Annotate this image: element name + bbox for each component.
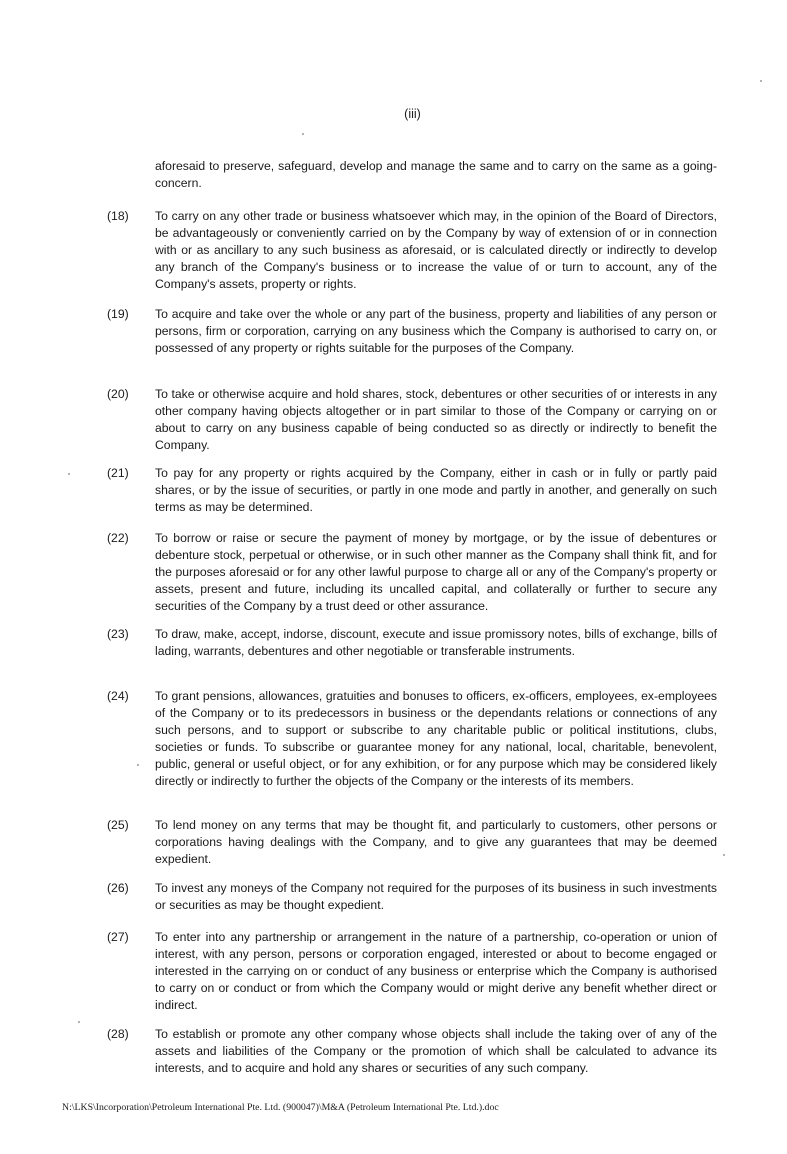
- clause-number: (18): [107, 209, 129, 223]
- clause-text: To take or otherwise acquire and hold shares, stock, debentures or other securities of or interests in any other company having objects altogether or in part similar to those of the Company or carrying on or about to carry on any business capable of being conducted so as directly or indirectly to benefit the Company.: [155, 387, 717, 452]
- clause-number: (22): [107, 531, 129, 545]
- clause-text: To establish or promote any other company whose objects shall include the taking over of any of the assets and liabilities of the Company or the promotion of which shall be calculated to advance its interests, and to acquire and hold any shares or securities of any such company.: [155, 1027, 717, 1075]
- scan-speck: [760, 80, 762, 82]
- clause-text: To carry on any other trade or business whatsoever which may, in the opinion of the Board of Directors, be advantageously or conveniently carried on by the Company by way of extension of or in connection with or as ancillary to any such business as aforesaid, or is calculated directly or indirectly to develop any branch of the Company's business or to increase the value of or turn to account, any of the Company's assets, property or rights.: [155, 209, 717, 291]
- clause-number: (28): [107, 1027, 129, 1041]
- clause-text: To invest any moneys of the Company not required for the purposes of its business in such investments or securities as may be thought expedient.: [155, 881, 717, 912]
- scan-speck: [78, 1021, 80, 1023]
- clause-text: To borrow or raise or secure the payment of money by mortgage, or by the issue of debentures or debenture stock, perpetual or otherwise, or in such other manner as the Company shall think fit, and for the purposes aforesaid or for any other lawful purpose to charge all or any of the Company's property or assets, present and future, including its uncalled capital, and collaterally or further to secure any securities of the Company by a trust deed or other assurance.: [155, 531, 717, 613]
- scan-speck: [68, 473, 70, 475]
- clause-number: (24): [107, 689, 129, 703]
- clause-text: To grant pensions, allowances, gratuities and bonuses to officers, ex-officers, employees, ex-employees of the Company or to its predecessors in business or the dependants relations or connections of any such persons, and to support or subscribe to any charitable public or political institutions, clubs, societies or funds. To subscribe or guarantee money for any national, local, charitable, benevolent, public, general or useful object, or for any exhibition, or for any purpose which may be considered likely directly or indirectly to further the objects of the Company or the interests of its members.: [155, 689, 717, 788]
- clause-number: (23): [107, 627, 129, 641]
- clause-text: To pay for any property or rights acquired by the Company, either in cash or in fully or partly paid shares, or by the issue of securities, or partly in one mode and partly in another, and generally on such terms as may be determined.: [155, 466, 717, 514]
- clause-number: (25): [107, 818, 129, 832]
- footer-file-path: N:\LKS\Incorporation\Petroleum International Pte. Ltd. (900047)\M&A (Petroleum International Pte. Ltd.).doc: [62, 1102, 499, 1113]
- clause-text: To draw, make, accept, indorse, discount, execute and issue promissory notes, bills of exchange, bills of lading, warrants, debentures and other negotiable or transferable instruments.: [155, 627, 717, 658]
- clause-number: (19): [107, 307, 129, 321]
- scan-speck: [723, 854, 725, 856]
- clause-number: (27): [107, 930, 129, 944]
- clause-number: (26): [107, 881, 129, 895]
- clause-text: To acquire and take over the whole or any part of the business, property and liabilities of any person or persons, firm or corporation, carrying on any business which the Company is authorised to carry on, or possessed of any property or rights suitable for the purposes of the Company.: [155, 307, 717, 355]
- clause-text: To enter into any partnership or arrangement in the nature of a partnership, co-operation or union of interest, with any person, persons or corporation engaged, interested or about to become engaged or interested in the carrying on or conduct of any business or enterprise which the Company is authorised to carry on or conduct or from which the Company would or might derive any benefit whether direct or indirect.: [155, 930, 717, 1012]
- clause-number: (21): [107, 466, 129, 480]
- page-number: (iii): [404, 107, 421, 121]
- clause-text: To lend money on any terms that may be thought fit, and particularly to customers, other persons or corporations having dealings with the Company, and to give any guarantees that may be deemed expedient.: [155, 818, 717, 866]
- clause-number: (20): [107, 387, 129, 401]
- scan-speck: [302, 133, 304, 135]
- continuation-paragraph: aforesaid to preserve, safeguard, develop and manage the same and to carry on the same as a going-concern.: [155, 159, 717, 190]
- scan-speck: [137, 764, 139, 766]
